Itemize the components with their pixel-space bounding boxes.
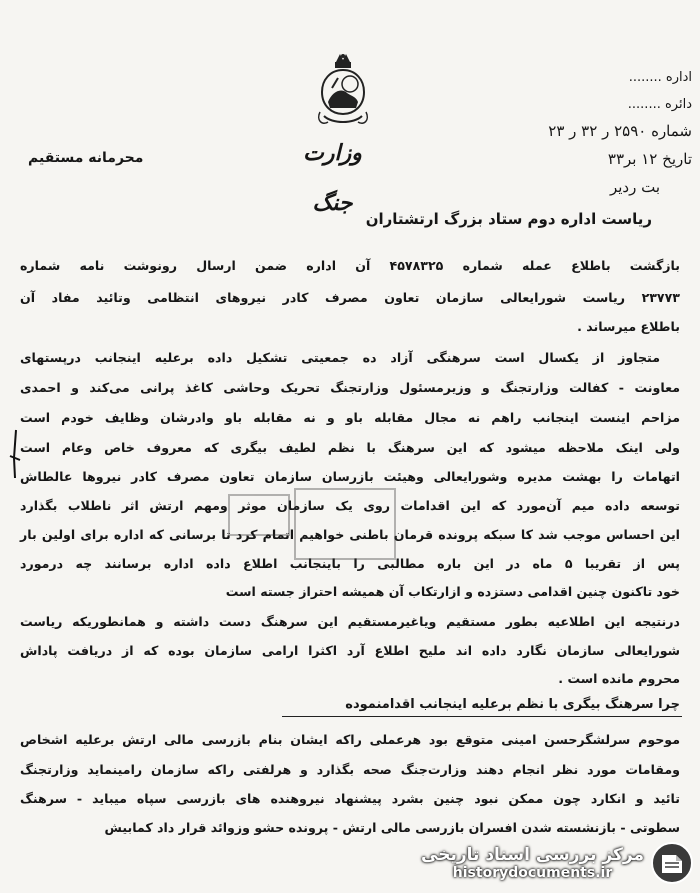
department-label: دائره ........ bbox=[627, 97, 692, 112]
body-line: مزاحم اینست اینجانب راهم نه مجال مقابله باو و نه مقابله باو وادرشان وظایف خودم است bbox=[20, 410, 680, 425]
margin-pen-mark bbox=[8, 428, 22, 498]
body-line: تائید و انکارد چون ممکن نبود چنین بشرد پیشنهاد نیروهنده های بازرسی سپاه میباید - سرهنگ bbox=[20, 791, 680, 806]
body-line: محروم مانده است . bbox=[558, 671, 680, 686]
body-line: ۲۳۷۷۳ ریاست شورایعالی سازمان تعاون مصرف کادر نیروهای انتظامی وتائید مفاد آن bbox=[20, 290, 680, 305]
body-line: این احساس موجب شد کا سبکه پرونده قرمان باطنی خواهیم اتمام کرد تا برسانی که اداره برای اولین بار bbox=[20, 527, 680, 542]
body-line: بازگشت باطلاع عمله شماره ۴۵۷۸۳۲۵ آن اداره ضمن ارسال رونوشت نامه شماره bbox=[20, 258, 680, 273]
body-line: اتهامات را بهشت مدیره وشورایعالی وهیئت بازرسان سازمان تعاون مصرف کادر نیروها عالطاش bbox=[20, 469, 680, 484]
letter-date: تاریخ ۱۲ بر۳۳ bbox=[607, 150, 692, 168]
letter-number: شماره ۲۵۹۰ ر ۳۲ ر ۲۳ bbox=[548, 122, 692, 140]
body-line: شورایعالی سازمان نگارد داده اند ملیح اطلاع آرد اکثرا ارامی سازمان بوده که از دریافت پاداش bbox=[20, 643, 680, 658]
body-line: باطلاع میرساند . bbox=[577, 319, 680, 334]
body-line: ومقامات مورد نظر انجام دهند وزارت‌جنگ صحه بگذارد و هرلفتی راکه سازمان رامینماید وزارتجنگ bbox=[20, 762, 680, 777]
watermark-url: historydocuments.ir bbox=[452, 865, 613, 881]
addressee: ریاست اداره دوم ستاد بزرگ ارتشتاران bbox=[365, 210, 652, 228]
ministry-title: وزارت جنگ bbox=[303, 140, 362, 216]
body-line: ولی اینک ملاحظه میشود که این سرهنگ با نظم لطیف بیگری که معروف خاص وعام است bbox=[20, 440, 680, 455]
subheading-underline bbox=[282, 716, 682, 717]
body-line: پس از تقریبا ۵ ماه در این باره مطالبی را باینجانب اطلاع داده اداره برسانند چه درمورد bbox=[20, 556, 680, 571]
source-watermark bbox=[412, 838, 694, 888]
section-subheading: چرا سرهنگ بیگری با نظم برعلیه اینجانب اقدامنموده bbox=[345, 697, 680, 712]
body-line: معاونت - کفالت وزارتجنگ و وزیرمسئول وزارتجنگ تحریک وحاشی کاغذ پرانی می‌کند و احمدی bbox=[20, 380, 680, 395]
archive-logo-icon bbox=[650, 841, 694, 885]
body-line: متجاوز از یکسال است سرهنگی آزاد ده جمعیتی تشکیل داده برعلیه اینجانب درپستهای bbox=[20, 350, 660, 365]
body-line: خود تاکنون چنین اقدامی دستزده و ازارتکاب آن همیشه احتراز جسته است bbox=[225, 584, 680, 599]
lion-and-sun-emblem-icon bbox=[312, 52, 374, 132]
watermark-arabic-text: مرکز بررسی اسناد تاریخی bbox=[421, 845, 644, 865]
office-label: اداره ........ bbox=[628, 70, 692, 85]
body-line: توسعه داده میم آن‌مورد که این اقدامات روی یک سازمان موثر ومهم ارتش اثر ناطلاب بگذارد bbox=[20, 498, 680, 513]
body-line: سطوتی - بازنشسته شدن افسران بازرسی مالی ارتش - پرونده حشو وزوائد قرار داد کمابیش bbox=[104, 820, 680, 835]
handwritten-note: بت ردیر bbox=[609, 178, 660, 196]
classification-label: محرمانه مستقیم bbox=[28, 150, 144, 166]
faint-stamp-mark bbox=[225, 485, 400, 565]
body-line: موحوم سرلشگرحسن امینی متوقع بود هرعملی راکه ایشان بنام بازرسی مالی ارتش برعلیه اشخاص bbox=[20, 732, 680, 747]
body-line: درنتیجه این اطلاعیه بطور مستقیم ویاغیرمستقیم این سرهنگ دست داشته و همانطوریکه ریاست bbox=[20, 614, 680, 629]
